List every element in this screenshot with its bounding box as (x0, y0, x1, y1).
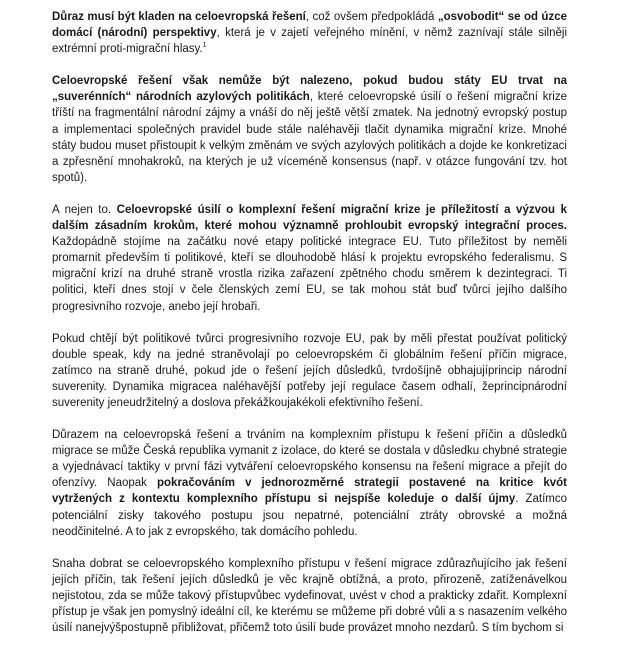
text-run: Pokud chtějí být politikové tvůrci progresivního rozvoje EU, pak by měli přestat používat politický double speak, kdy na jedné straněvolají po celoevropském či globálním řešení příčin migrace, zatímco na straně druhé, pokud jde o řešení jejích důsledků, tvrdošíjně obhajujíprincip národní suverenity. Dynamika migracea naléhavější potřeby její regulace časem odhalí, žeprincipnárodní suverenity jeneudržitelný a doslova překážkoujakékoli efektivního řešení. (52, 332, 567, 409)
footnote-ref[interactable]: 1 (202, 42, 207, 50)
text-run: Celoevropské řešení však nemůže být nalezeno, pokud budou státy EU trvat na „suverénních“ národních azylových politikách (52, 75, 567, 104)
paragraph-5 (52, 427, 567, 540)
paragraph-2 (52, 73, 567, 186)
text-run: . Zatímco potenciální zisky takového postupu jsou nepatrné, potenciální ztráty obrovské a možná neodčinitelné. A to jak z evropského, tak domácího pohledu. (52, 493, 567, 538)
paragraph-3 (52, 202, 567, 315)
text-run: Důraz musí být kladen na celoevropská řešení (52, 11, 306, 23)
text-run: , což ovšem předpokládá (305, 11, 438, 23)
text-run: , které celoevropské úsilí o řešení migrační krize tříští na fragmentální národní zájmy a vnáší do něj ještě větší zmatek. Na jednotný evropský postup a implementaci společných pravidel bude stále naléhavěji tlačit dynamika migrační krize. Mnohé státy budou muset přistoupit k velkým změnám ve svých azylových politikách a dojde ke konkretizaci a zpřesnění mnohakroků, na kterých je už víceméně konsensus (např. v otázce fungování tzv. hot spotů). (52, 91, 567, 184)
text-run: , která je v zajetí veřejného mínění, v němž zaznívají stále silněji extrémní proti-migrační hlasy. (52, 27, 567, 56)
paragraph-4 (52, 331, 567, 411)
paragraph-6 (52, 556, 567, 636)
paragraph-1 (52, 9, 567, 57)
text-run: Celoevropské úsilí o komplexní řešení migrační krize je příležitostí a výzvou k dalším zásadním krokům, které mohou významně prohloubit evropský integrační proces. (52, 203, 567, 233)
text-run: A nejen to. (52, 203, 117, 216)
text-run: pokračováním v jednorozměrné strategii postavené na kritice kvót vytržených z kontextu komplexního přístupu si nejspíše koleduje o další újmy (52, 477, 568, 506)
text-run: Důrazem na celoevropská řešení a trváním na komplexním přístupu k řešení příčin a důsledků migrace se může Česká republika vymanit z izolace, do které se dostala v důsledku chybné strategie a vyjednávací taktiky v první fázi vytváření celoevropského konsensu na řešení migrace a přejít do ofenzívy. Naopak (52, 429, 567, 490)
text-run: Každopádně stojíme na začátku nové etapy politické integrace EU. Tuto příležitost by neměli promarnit především ti politikové, kteří se dlouhodobě hlásí k projektu evropského federalismu. S migrační krizí na druhé straně vrostla rizika zařazení zpětného chodu směrem k dezintegraci. Ti politici, kteří dnes stojí v čele členských zemí EU, se tak mohou stát buď tvůrci jejího dalšího progresivního rozvoje, anebo její hrobaři. (52, 236, 567, 313)
text-run: Snaha dobrat se celoevropského komplexního přístupu v řešení migrace zdůrazňujícího jak řešení jejích příčin, tak řešení jejích důsledků je věc krajně obtížná, a proto, přirozeně, zatíženávelkou nejistotou, zda se může takový přístupvůbec vydefinovat, uvést v chod a prakticky zdařit. Komplexní přístup je však jen pomyslný ideální cíl, ke kterému se můžeme při dobré vůli a s nasazením velkého úsilí nanejvýšpostupně přibližovat, přičemž toto úsilí bude provázet mnoho nezdarů. S tím bychom si (52, 557, 567, 635)
text-run: „osvobodit“ se od úzce domácí (národní) perspektivy (52, 11, 567, 40)
